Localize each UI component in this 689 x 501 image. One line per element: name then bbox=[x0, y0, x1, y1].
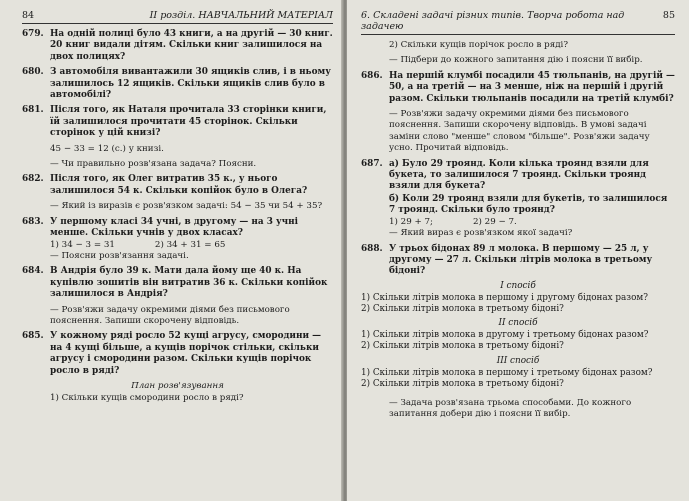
question-line: — Розв'яжи задачу окремими діями без письмового пояснення. Запиши скорочену відповідь. bbox=[50, 304, 290, 326]
method-3-q1: 1) Скільки літрів молока в першому і третьому бідонах разом? bbox=[361, 367, 653, 378]
option-1: 1) 29 + 7; bbox=[389, 216, 433, 227]
problem-687 bbox=[361, 159, 675, 193]
problem-number: 683. bbox=[22, 216, 44, 227]
final-instruction: — Задача розв'язана трьома способами. До кожного запитання добери дію і поясни її вибір. bbox=[389, 397, 632, 420]
problem-682 bbox=[22, 174, 333, 197]
option-1: 1) 34 − 3 = 31 bbox=[50, 239, 115, 250]
expression-options bbox=[361, 217, 675, 228]
problem-687-b bbox=[361, 194, 675, 217]
right-page bbox=[347, 0, 689, 501]
option-2: 2) 34 + 31 = 65 bbox=[154, 239, 226, 250]
solution-line: 45 − 33 = 12 (с.) у книзі. bbox=[50, 143, 164, 154]
problem-685 bbox=[22, 331, 333, 377]
problem-688 bbox=[361, 244, 675, 278]
page-number: 85 bbox=[662, 10, 675, 21]
problem-text: В Андрія було 39 к. Мати дала йому ще 40 к. На купівлю зошитів він витратив 36 к. Скільки копійок залишилося в Андрія? bbox=[50, 266, 328, 300]
plan-question: 1) Скільки кущів смородини росло в ряді? bbox=[50, 393, 244, 404]
question-line: — Розв'яжи задачу окремими діями без письмового пояснення. Запиши скорочену відповідь. В умові задачі заміни слово "менше" словом "більше". Розв'яжи задачу усно. Прочитай відповідь. bbox=[389, 109, 650, 154]
method-2-title: ІІ спосіб bbox=[498, 318, 538, 329]
question-line: — Поясни розв'язання задачі. bbox=[50, 250, 189, 261]
method-3-title: ІІІ спосіб bbox=[496, 355, 540, 366]
plan-question: 2) Скільки кущів порічок росло в ряді? bbox=[389, 40, 568, 50]
method-1-q2: 2) Скільки літрів молока в третьому бідоні? bbox=[361, 303, 564, 314]
problem-text: У першому класі 34 учні, в другому — на 3 учні менше. Скільки учнів у двох класах? bbox=[50, 216, 299, 239]
problem-number: 682. bbox=[22, 174, 44, 185]
problem-number: 688. bbox=[361, 243, 383, 254]
problem-686 bbox=[361, 71, 675, 105]
method-2-q1: 1) Скільки літрів молока в другому і третьому бідонах разом? bbox=[361, 330, 649, 341]
problem-text: З автомобіля вивантажили 30 ящиків слив, і в ньому залишилось 12 ящиків. Скільки ящиків слив було в автомобілі? bbox=[50, 67, 331, 101]
method-2-q2: 2) Скільки літрів молока в третьому бідоні? bbox=[361, 341, 564, 352]
problem-number: 686. bbox=[361, 70, 383, 81]
problem-number: 685. bbox=[22, 331, 44, 342]
option-2: 2) 29 − 7. bbox=[473, 216, 517, 227]
problem-684 bbox=[22, 266, 333, 300]
page-number: 84 bbox=[22, 10, 35, 21]
question-line: — Який із виразів є розв'язком задачі: 54 − 35 чи 54 + 35? bbox=[50, 201, 323, 212]
problem-679 bbox=[22, 29, 333, 63]
problem-683 bbox=[22, 217, 333, 240]
problem-681 bbox=[22, 105, 333, 139]
page-header bbox=[22, 10, 333, 24]
method-3-q2: 2) Скільки літрів молока в третьому бідоні? bbox=[361, 378, 564, 389]
problem-number: 684. bbox=[22, 266, 44, 277]
problem-680 bbox=[22, 67, 333, 101]
header-title: ІІ розділ. НАВЧАЛЬНИЙ МАТЕРІАЛ bbox=[149, 10, 333, 21]
problem-number: 680. bbox=[22, 67, 44, 78]
method-1-q1: 1) Скільки літрів молока в першому і другому бідонах разом? bbox=[361, 292, 648, 303]
header-title: 6. Складені задачі різних типів. Творча робота над задачею bbox=[361, 10, 625, 32]
left-page bbox=[0, 0, 343, 501]
problem-number: 687. bbox=[361, 158, 383, 169]
problem-text: На одній полиці було 43 книги, а на другій — 30 книг. 20 книг видали дітям. Скільки книг залишилося на двох полицях? bbox=[50, 29, 333, 62]
question-line: — Чи правильно розв'язана задача? Поясни. bbox=[50, 159, 257, 170]
problem-text: У кожному ряді росло 52 кущі агрусу, смородини — на 4 кущі більше, а кущів порічок стільки, скільки агрусу і смородини разом. Скільки кущів порічок росло в ряді? bbox=[50, 331, 322, 376]
problem-number: 679. bbox=[22, 29, 44, 39]
method-1-title: І спосіб bbox=[500, 280, 536, 291]
problem-part-a: а) Було 29 троянд. Коли кілька троянд взяли для букета, то залишилося 7 троянд. Скільки троянд взяли для букета? bbox=[389, 158, 649, 192]
problem-text: Після того, як Олег витратив 35 к., у нього залишилося 54 к. Скільки копійок було в Олега? bbox=[50, 174, 308, 196]
problem-text: У трьох бідонах 89 л молока. В першому — 25 л, у другому — 27 л. Скільки літрів молока в третьому бідоні? bbox=[389, 243, 653, 277]
page-header bbox=[361, 10, 675, 35]
solution-options bbox=[22, 240, 333, 251]
instruction-line: — Підбери до кожного запитання дію і поясни її вибір. bbox=[389, 55, 643, 66]
problem-text: Після того, як Наталя прочитала 33 сторінки книги, їй залишилося прочитати 45 сторінок. Скільки сторінок у цій книзі? bbox=[50, 105, 327, 139]
problem-part-b: б) Коли 29 троянд взяли для букетів, то залишилося 7 троянд. Скільки було троянд? bbox=[389, 193, 668, 216]
problem-text: На першій клумбі посадили 45 тюльпанів, на другій — 50, а на третій — на 3 менше, ніж на першій і другій разом. Скільки тюльпанів посадили на третій клумбі? bbox=[389, 70, 675, 104]
plan-title: План розв'язування bbox=[131, 380, 224, 391]
problem-number: 681. bbox=[22, 105, 44, 116]
question-line: — Який вираз є розв'язком якої задачі? bbox=[389, 228, 573, 239]
